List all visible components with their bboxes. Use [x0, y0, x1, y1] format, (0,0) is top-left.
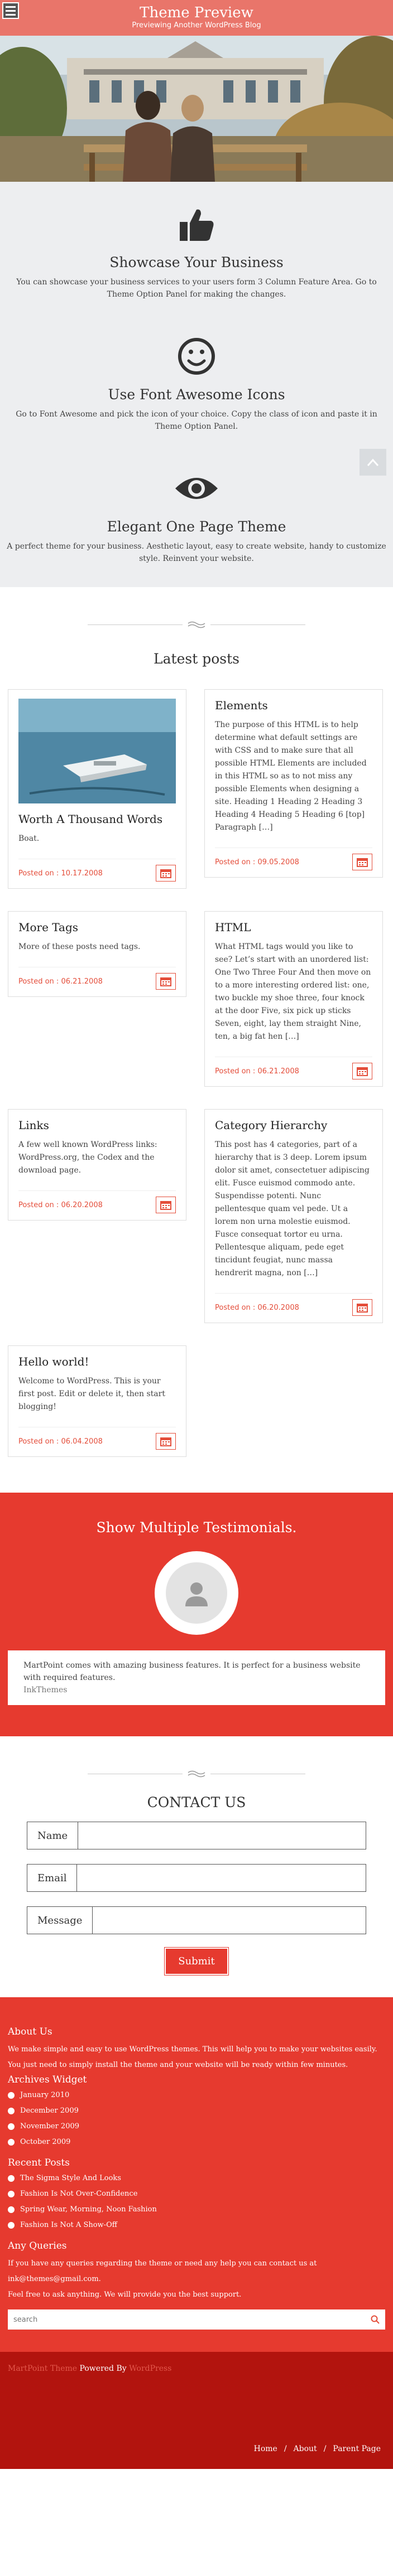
- list-item[interactable]: January 2010: [8, 2091, 385, 2099]
- calendar-icon[interactable]: [156, 1197, 176, 1213]
- footer-nav: [254, 2444, 381, 2453]
- about-text: We make simple and easy to use WordPress themes. This will help you to make your websites easily.: [8, 2045, 377, 2054]
- name-field-row: [27, 1822, 366, 1849]
- list-item[interactable]: November 2009: [8, 2122, 385, 2130]
- search-input[interactable]: [13, 2316, 371, 2324]
- post-date: Posted on : 06.20.2008: [18, 1200, 103, 1209]
- bullet-icon: [8, 2123, 15, 2130]
- post-title[interactable]: Links: [18, 1118, 49, 1132]
- testimonials-title: Show Multiple Testimonials.: [96, 1519, 297, 1536]
- theme-credit-link[interactable]: MartPoint Theme: [8, 2364, 78, 2373]
- list-item[interactable]: December 2009: [8, 2107, 385, 2115]
- feature-text: You can showcase your business services to your users form 3 Column Feature Area. Go to Theme Option Panel for making the changes.: [16, 278, 377, 299]
- footer-nav-about[interactable]: About: [293, 2444, 317, 2453]
- email-field[interactable]: [77, 1865, 366, 1891]
- list-item[interactable]: Fashion Is Not A Show-Off: [8, 2221, 385, 2229]
- post-card: [204, 689, 383, 878]
- post-title[interactable]: More Tags: [18, 921, 79, 934]
- about-text: You just need to simply install the theme and your website will be ready within few minutes.: [8, 2061, 348, 2069]
- calendar-icon[interactable]: [156, 865, 176, 882]
- scroll-to-top-button[interactable]: [360, 449, 386, 476]
- post-date: Posted on : 06.04.2008: [18, 1437, 103, 1446]
- bullet-icon: [8, 2139, 15, 2146]
- avatar: [155, 1551, 238, 1635]
- list-item[interactable]: Fashion Is Not Over-Confidence: [8, 2190, 385, 2198]
- bullet-icon: [8, 2191, 15, 2197]
- bullet-icon: [8, 2092, 15, 2099]
- powered-by-text: Powered By: [79, 2364, 127, 2373]
- feature-title: Elegant One Page Theme: [107, 519, 286, 535]
- chevron-up-icon: [367, 458, 379, 467]
- post-date: Posted on : 06.20.2008: [215, 1303, 299, 1312]
- features-section: [0, 182, 393, 587]
- feature-title: Showcase Your Business: [109, 254, 284, 270]
- list-item[interactable]: The Sigma Style And Looks: [8, 2174, 385, 2182]
- post-excerpt: The purpose of this HTML is to help determine what default settings are with CSS and to make sure that all possible HTML Elements are included in this HTML so as to not miss any possible Elements when designing a site. Heading 1 Heading 2 Heading 3 Heading 4 Heading 5 Heading 6 [top] Paragraph […]: [215, 720, 367, 832]
- post-card: [8, 911, 186, 997]
- post-date: Posted on : 06.21.2008: [215, 1067, 299, 1076]
- name-field[interactable]: [78, 1822, 366, 1849]
- archives-list: [8, 2091, 385, 2146]
- post-thumbnail[interactable]: [18, 699, 176, 803]
- post-title[interactable]: Worth A Thousand Words: [18, 812, 163, 826]
- post-excerpt: A few well known WordPress links: WordPress.org, the Codex and the download page.: [18, 1140, 157, 1175]
- post-title[interactable]: Hello world!: [18, 1355, 89, 1368]
- post-title[interactable]: HTML: [215, 921, 251, 934]
- footer-bottom: [0, 2352, 393, 2469]
- contact-section: [0, 1794, 393, 1997]
- bullet-icon: [8, 2108, 15, 2114]
- eye-icon: [0, 466, 393, 511]
- footer-nav-home[interactable]: Home: [253, 2444, 277, 2453]
- post-date: Posted on : 06.21.2008: [18, 977, 103, 986]
- section-divider: [0, 587, 393, 651]
- testimonial-quote: [8, 1650, 385, 1705]
- list-item[interactable]: October 2009: [8, 2138, 385, 2146]
- feature-item: [0, 334, 393, 433]
- calendar-icon[interactable]: [352, 1063, 372, 1079]
- message-field-row: [27, 1906, 366, 1934]
- hamburger-bar: [6, 10, 16, 12]
- footer-nav-parent-page[interactable]: Parent Page: [333, 2444, 381, 2453]
- bullet-icon: [8, 2175, 15, 2182]
- site-title[interactable]: Theme Preview: [140, 4, 253, 21]
- search-box: [8, 2309, 385, 2330]
- search-icon[interactable]: [371, 2315, 380, 2324]
- testimonial-author: InkThemes: [23, 1686, 68, 1694]
- footer-nav-separator: /: [323, 2444, 327, 2453]
- email-label: Email: [27, 1865, 77, 1891]
- feature-text: A perfect theme for your business. Aesthetic layout, easy to create website, handy to customize style. Reinvent your website.: [7, 542, 386, 563]
- hero-image: [0, 36, 393, 182]
- calendar-icon[interactable]: [156, 973, 176, 990]
- post-excerpt: Boat.: [18, 834, 40, 843]
- testimonial-text: MartPoint comes with amazing business features. It is perfect for a business website with required features.: [23, 1661, 361, 1682]
- latest-posts-title: Latest posts: [154, 651, 239, 667]
- email-field-row: [27, 1864, 366, 1892]
- post-card: [204, 1109, 383, 1323]
- hamburger-bar: [6, 14, 16, 16]
- about-title: About Us: [8, 2026, 52, 2037]
- section-divider: [0, 1736, 393, 1794]
- post-excerpt: More of these posts need tags.: [18, 942, 141, 951]
- post-date: Posted on : 10.17.2008: [18, 869, 103, 878]
- calendar-icon[interactable]: [352, 854, 372, 870]
- wordpress-link[interactable]: WordPress: [129, 2364, 172, 2373]
- divider-ornament-icon: [187, 1770, 206, 1778]
- post-date: Posted on : 09.05.2008: [215, 858, 299, 866]
- message-field[interactable]: [93, 1907, 366, 1934]
- name-label: Name: [27, 1822, 78, 1849]
- message-label: Message: [27, 1907, 93, 1934]
- queries-title: Any Queries: [8, 2240, 67, 2251]
- site-header: [0, 0, 393, 36]
- bullet-icon: [8, 2206, 15, 2213]
- feature-item: [0, 202, 393, 301]
- smile-icon: [0, 334, 393, 379]
- recent-posts-list: [8, 2174, 385, 2229]
- post-card: [8, 689, 186, 889]
- feature-text: Go to Font Awesome and pick the icon of your choice. Copy the class of icon and paste it in Theme Option Panel.: [16, 410, 377, 431]
- calendar-icon[interactable]: [352, 1299, 372, 1316]
- post-excerpt: Welcome to WordPress. This is your first post. Edit or delete it, then start blogging!: [18, 1377, 165, 1411]
- archives-title: Archives Widget: [8, 2074, 87, 2085]
- post-title[interactable]: Category Hierarchy: [215, 1118, 328, 1132]
- recent-posts-title: Recent Posts: [8, 2157, 70, 2168]
- feature-item: [0, 466, 393, 565]
- contact-title: CONTACT US: [147, 1794, 246, 1810]
- post-excerpt: This post has 4 categories, part of a hierarchy that is 3 deep. Lorem ipsum dolor sit amet, consectetuer adipiscing elit. Fusce euismod commodo ante. Suspendisse potenti. Nunc pellentesque quam vel pede. Ut a lorem non urna molestie euismod. Fusce consequat tortor eu urna. Pellentesque aliquam, pede eget tincidunt feugiat, nunc massa hendrerit magna, non […]: [215, 1140, 370, 1277]
- submit-button[interactable]: Submit: [166, 1949, 227, 1974]
- thumbs-up-icon: [0, 202, 393, 246]
- menu-toggle-button[interactable]: [2, 2, 19, 19]
- queries-text: Feel free to ask anything. We will provide you the best support.: [8, 2291, 242, 2299]
- queries-email[interactable]: ink@themes@gmail.com.: [8, 2275, 101, 2283]
- posts-grid: [0, 689, 393, 1457]
- footer-nav-separator: /: [284, 2444, 287, 2453]
- hamburger-bar: [6, 6, 16, 8]
- hero-illustration: [0, 36, 393, 182]
- calendar-icon[interactable]: [156, 1433, 176, 1450]
- user-icon: [182, 1578, 211, 1607]
- site-description: Previewing Another WordPress Blog: [132, 21, 261, 30]
- footer-widgets: [0, 1997, 393, 2352]
- post-card: [8, 1345, 186, 1457]
- testimonials-section: [0, 1493, 393, 1736]
- credits: [8, 2364, 385, 2373]
- post-title[interactable]: Elements: [215, 699, 268, 712]
- post-excerpt: What HTML tags would you like to see? Let’s start with an unordered list: One Two Three Four And then move on to a more interesting ordered list: one, two buckle my shoe three, four knock at the door Five, six pick up sticks Seven, eight, lay them straight Nine, ten, a big fat hen […]: [215, 942, 371, 1041]
- post-card: [8, 1109, 186, 1221]
- bullet-icon: [8, 2222, 15, 2229]
- feature-title: Use Font Awesome Icons: [108, 386, 285, 403]
- queries-text: If you have any queries regarding the theme or need any help you can contact us at: [8, 2259, 317, 2268]
- divider-ornament-icon: [187, 621, 206, 628]
- post-card: [204, 911, 383, 1087]
- list-item[interactable]: Spring Wear, Morning, Noon Fashion: [8, 2205, 385, 2214]
